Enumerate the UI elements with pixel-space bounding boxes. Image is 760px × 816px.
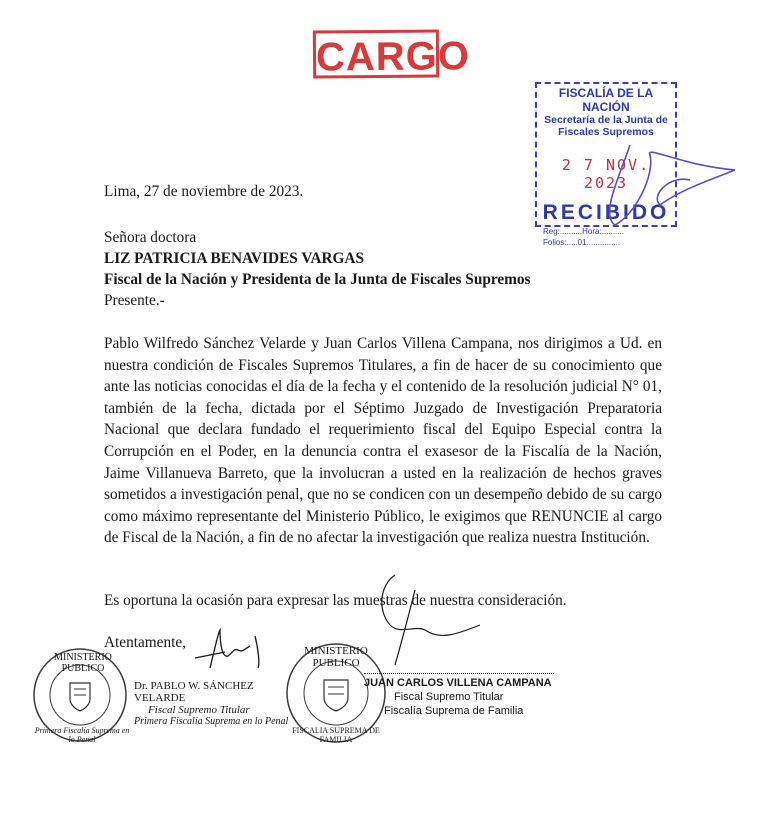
- signature-2-handwriting: [355, 570, 485, 670]
- signature-2-name: JUAN CARLOS VILLENA CAMPANA: [364, 673, 554, 690]
- letter-body: Pablo Wilfredo Sánchez Velarde y Juan Carlos Villena Campana, nos dirigimos a Ud. en nuestra condición de Fiscales Supremos Titulares, a fin de hacer de su conocimiento que ante las noticias conocidas el día de la fecha y el contenido de la resolución judicial N° 01, también de la fecha, dictada por el Séptimo Juzgado de Investigación Preparatoria Nacional que declara fundado el requerimiento fiscal del Equipo Especial contra la Corrupción en el Poder, en la denuncia contra el exasesor de la Fiscalía de la Nación, Jaime Villanueva Barreto, que la involucran a usted en la realización de hechos graves sometidos a investigación penal, que no se condicen con un desempeño debido de su cargo como máximo representante del Ministerio Público, le exigimos que RENUNCIE al cargo de Fiscal de la Nación, a fin de no afectar la investigación que realiza nuestra Institución.: [104, 335, 662, 547]
- stamp-folios-field: Folios:.....01...............: [543, 238, 620, 247]
- recipient-name: LIZ PATRICIA BENAVIDES VARGAS: [104, 250, 364, 267]
- signature-1-handwriting: [190, 628, 270, 670]
- salutation: Señora doctora: [104, 229, 197, 246]
- signature-1-role: Fiscal Supremo Titular: [148, 704, 250, 716]
- stamp-line-3: Fiscales Supremos: [558, 126, 654, 138]
- stamp-date: 2 7 NOV. 2023: [561, 156, 651, 192]
- stamp-line-2: Secretaría de la Junta de: [544, 114, 668, 126]
- recipient-title: Fiscal de la Nación y Presidenta de la Junta de Fiscales Supremos: [104, 271, 531, 288]
- seal-1-top: MINISTERIO PUBLICO: [54, 652, 112, 674]
- signature-1-block: [134, 680, 294, 727]
- seal-2-top: MINISTERIO PUBLICO: [304, 645, 368, 669]
- signature-1-name: Dr. PABLO W. SÁNCHEZ VELARDE: [134, 680, 254, 704]
- signature-2-office: Fiscalía Suprema de Familia: [384, 705, 524, 717]
- stamp-received-word: RECIBIDO: [542, 201, 670, 224]
- stamp-line-1: FISCALÍA DE LA NACIÓN: [558, 86, 654, 114]
- signature-1-office: Primera Fiscalía Suprema en lo Penal: [134, 716, 289, 727]
- seal-1-ring: Primera Fiscalía Suprema en lo Penal: [34, 726, 130, 744]
- cargo-stamp: CARGO: [313, 29, 439, 78]
- seal-2-ring: FISCALIA SUPREMA DE FAMILIA: [292, 726, 380, 744]
- atentamente: Atentamente,: [104, 634, 186, 651]
- stamp-reg-field: Reg:..........Hora:..........: [543, 227, 624, 236]
- stamp-signature-scribble: [560, 135, 740, 230]
- signature-2-role: Fiscal Supremo Titular: [394, 691, 504, 703]
- closing-line: Es oportuna la ocasión para expresar las muestras de nuestra consideración.: [104, 592, 567, 609]
- presente: Presente.-: [104, 292, 165, 309]
- letter-date: Lima, 27 de noviembre de 2023.: [104, 183, 304, 200]
- signature-2-block: [364, 673, 554, 718]
